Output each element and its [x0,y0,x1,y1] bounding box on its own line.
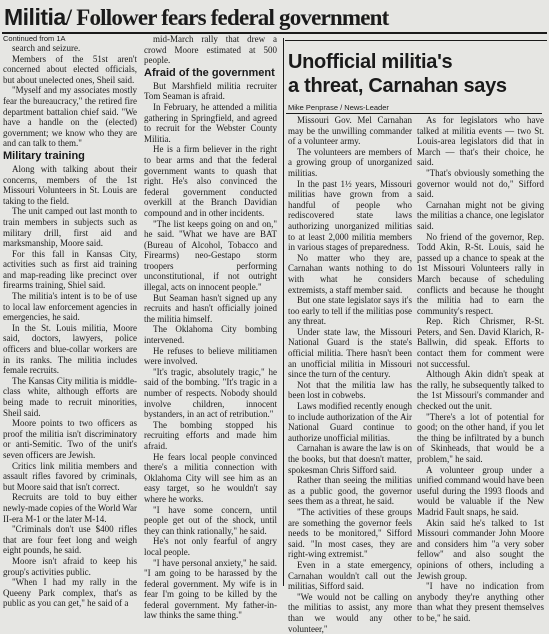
paragraph: "There's a lot of potential for good; on the other hand, if you let the thing be infiltrated by a bunch of Skinheads, that would be a problem," he said. [417,411,544,464]
paragraph: No friend of the governor, Rep. Todd Akin, R-St. Louis, said he passed up a chance to speak at the 1st Missouri Volunteers rally in March because of scheduling conflicts and because he thought the militia had to earn the community's respect. [417,231,544,316]
paragraph: But Marshfield militia recruiter Tom Seaman is afraid. [144,80,277,102]
column-2 [144,34,277,621]
paragraph: The militia's intent is to be of use to local law enforcement agencies in emergencies, he said. [3,291,137,323]
sidebar-headline-line-1: Unofficial militia's [288,51,453,73]
paragraph: Carnahan might not be giving the militias a chance, one legislator said. [417,199,544,231]
paragraph: In the St. Louis militia, Moore said, doctors, lawyers, police officers and blue-collar workers are in its ranks. The militia includes female recruits. [3,322,137,376]
paragraph: "I have some concern, until people get out of the shock, until they can think rationally," he said. [144,504,277,536]
paragraph: Carnahan is aware the law is on the books, but that doesn't matter, spokesman Chris Sifford said. [288,443,412,475]
column-1 [3,34,137,609]
paragraph: He refuses to believe militiamen were involved. [144,345,277,367]
paragraph: No matter who they are, Carnahan wants nothing to do with what he considers extremists, a staff member said. [288,252,412,295]
paragraph: In February, he attended a militia gathering in Springfield, and agreed to recruit for the Webster County Militia. [144,101,277,144]
paragraph: "We would not be calling on the militias to assist, any more than we would any other volunteer," [288,591,412,634]
subhead-afraid-of-government: Afraid of the government [144,66,275,79]
paragraph: Along with talking about their concerns, members of the 1st Missouri Volunteers in St. Louis are taking to the field. [3,163,137,206]
paragraph: "It's tragic, absolutely tragic," he said of the bombing. "It's tragic in a number of respects. Nobody should involve children, innocent bystanders, in an act of retribution." [144,366,277,420]
byline-rule [286,113,542,114]
continued-note: Continued from 1A [3,34,66,43]
paragraph: "That's obviously something the governor would not do," Sifford said. [417,167,544,200]
sidebar-headline [288,50,538,98]
paragraph: Under state law, the Missouri National Guard is the state's official militia. There hasn't been an unofficial militia in Missouri since the turn of the century. [288,326,412,380]
paragraph: Although Akin didn't speak at the rally, he subsequently talked to the 1st Missouri's commander and checked out the unit. [417,369,544,412]
paragraph: He fears local people convinced there's a militia connection with Oklahoma City will see him as an easy target, so he wouldn't say where he works. [144,451,277,504]
paragraph: Missouri Gov. Mel Carnahan may be the unwilling commander of a volunteer army. [288,115,412,147]
paragraph: The unit camped out last month to train members in subjects such as military drill, first aid and marksmanship, Moore said. [3,206,137,249]
paragraph: As for legislators who have talked at militia events — two St. Louis-area legislators did that in March — that's their choice, he said. [417,115,544,168]
paragraph: "Criminals don't use $400 rifles that are four feet long and weigh eight pounds, he said. [3,524,137,556]
paragraph: But Seaman hasn't signed up any recruits and hasn't officially joined the militia himself. [144,292,277,324]
sidebar-rule-vertical [283,38,284,586]
sidebar-rule-top [285,40,547,41]
paragraph: He's not only fearful of angry local people. [144,536,277,557]
paragraph: Rather than seeing the militias as a public good, the governor sees them as a threat, he said. [288,475,412,507]
kicker: Militia [4,4,66,30]
paragraph: He is a firm believer in the right to bear arms and that the federal government wants to quash that right. He's also convinced the federal government conducted overkill at the Branch Davidian compound and in other incidents. [144,144,277,218]
paragraph: Even in a state emergency, Carnahan wouldn't call out the militias, Sifford said. [288,559,412,592]
paragraph: "The list keeps going on and on," he said. "What we have are BAT (Bureau of Alcohol, Tobacco and Firearms) neo-Gestapo storm troopers performing unconstitutional, if not outright illegal, acts on innocent people." [144,218,277,293]
paragraph: In the past 1½ years, Missouri militias have grown from a handful of people who rediscovered state laws authorizing unorganized militias to at least 2,000 militia members in various stages of preparedness. [288,178,412,253]
headline-bar [4,4,549,31]
paragraph: "I have personal anxiety," he said. "I am going to be harassed by the federal government. My wife is in fear I'm going to be killed by the federal government. My father-in-law thinks the same thing." [144,557,277,621]
paragraph: Akin said he's talked to 1st Missouri commander John Moore and considers him "a very sober fellow" and also sought the opinions of others, including a Jewish group. [417,517,544,581]
paragraph: For this fall in Kansas City, activities such as first aid training and map-reading like precinct over firearms training, Shiel said. [3,248,137,291]
paragraph: But one state legislator says it's too early to tell if the militias pose any threat. [288,295,412,327]
sidebar-column-2 [417,115,544,623]
headline: / Follower fears federal government [65,4,389,30]
subhead-military-training: Military training [3,149,85,162]
paragraph: Critics link militia members and assault rifles favored by criminals, but Moore said that isn't correct. [3,460,137,492]
paragraph: mid-March rally that drew a crowd Moore estimated at 500 people. [144,34,277,66]
paragraph: search and seizure. [12,43,81,53]
paragraph: "I have no indication from anybody they're anything other than what they present themselves to be," he said. [417,581,544,623]
paragraph: "When I had my rally in the Queeny Park complex, that's as public as you can get," he said of a [3,577,137,609]
paragraph: Moore points to two officers as proof the militia isn't discriminatory or anti-Semitic. Two of the unit's seven officers are Jewish. [3,418,137,460]
paragraph: Rep. Rich Chrismer, R-St. Peters, and Sen. David Klarich, R-Ballwin, did speak. Efforts to contact them for comment were not successful. [417,316,544,369]
paragraph: The volunteers are members of a growing group of unorganized militias. [288,146,412,178]
paragraph: "The activities of these groups are something the governor feels needs to be monitored," Sifford said. "In most cases, they are right-wing extremist." [288,506,412,560]
paragraph: Members of the 51st aren't concerned about elected officials, but about unelected ones, Sheil said. [3,53,137,85]
paragraph: The Kansas City militia is middle-class white, although efforts are being made to recruit minorities, Sheil said. [3,375,137,418]
paragraph: Not that the militia law has been lost in cobwebs. [288,379,412,401]
paragraph: The bombing stopped his recruiting efforts and made him afraid. [144,419,277,451]
sidebar-column-1 [288,115,412,634]
paragraph: Laws modified recently enough to include authorization of the Air National Guard continue to authorize unofficial militias. [288,401,412,443]
paragraph: A volunteer group under a unified command would have been useful during the 1993 floods and would be valuable if the New Madrid Fault snaps, he said. [417,464,544,517]
paragraph: Moore isn't afraid to keep his group's activities public. [3,555,137,577]
byline: Mike Penprase / News-Leader [288,103,389,112]
paragraph: Recruits are told to buy either newly-made copies of the World War II-era M-1 or the later M-14. [3,492,137,524]
paragraph: The Oklahoma City bombing intervened. [144,324,277,346]
paragraph: "Myself and my associates mostly fear the bureaucracy," the retired fire department battalion chief said. "We have a handle on the (elected) government; we know who they are and can talk to them." [3,85,137,149]
sidebar-headline-line-2: a threat, Carnahan says [288,75,507,97]
